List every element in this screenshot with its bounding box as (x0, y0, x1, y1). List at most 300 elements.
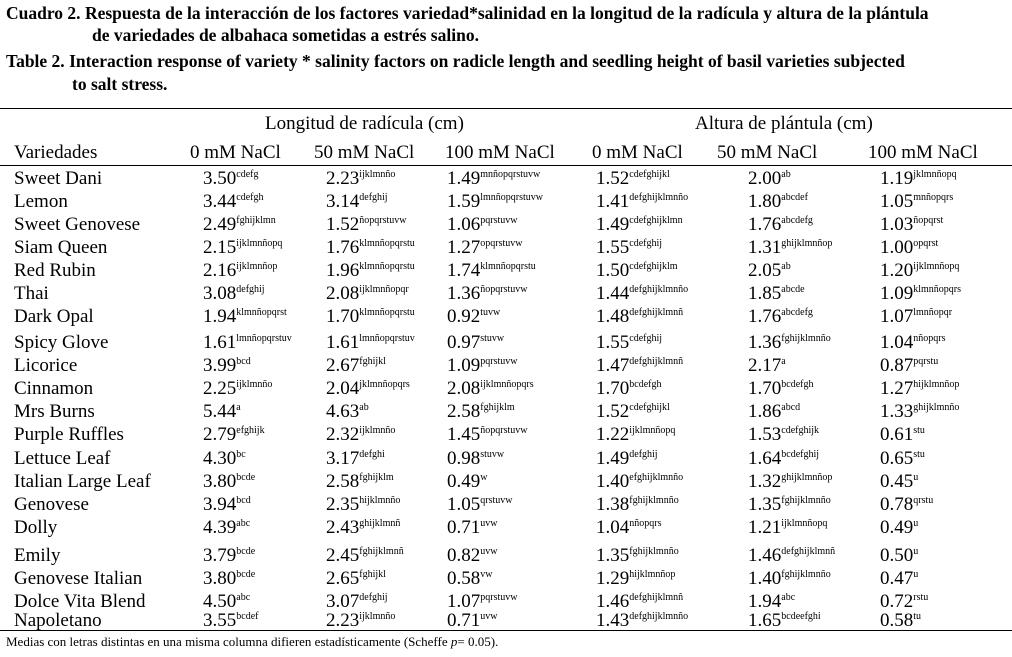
variety-name: Genovese (14, 494, 89, 515)
cell-letters: stu (913, 449, 925, 460)
cell-value: 1.07 (880, 306, 914, 327)
variety-name: Licorice (14, 355, 78, 376)
table-row (0, 236, 1012, 259)
cell-letters: ñopqrstuvw (359, 215, 407, 226)
cell-letters: uvw (480, 546, 498, 557)
cell-letters: bcde (236, 569, 256, 580)
group-header-seedling: Altura de plántula (cm) (695, 113, 873, 134)
cell-value: 1.40 (748, 568, 782, 589)
cell-letters: lmnñopqrstuv (359, 333, 415, 344)
cell-letters: ñopqrst (913, 215, 944, 226)
cell-letters: pqrstu (913, 356, 939, 367)
table-caption-es (6, 2, 929, 24)
cell-value: 0.58 (880, 610, 914, 631)
variety-name: Sweet Genovese (14, 214, 141, 235)
table-cell (748, 400, 800, 423)
cell-letters: a (236, 402, 241, 413)
cell-value: 1.20 (880, 260, 914, 281)
table-cell (203, 447, 246, 470)
cell-value: 2.15 (203, 237, 237, 258)
cell-value: 0.87 (880, 355, 914, 376)
cell-value: 1.06 (447, 214, 481, 235)
cell-value: 3.50 (203, 168, 237, 189)
table-cell (447, 544, 497, 567)
cell-letters: defghijklmnñ (629, 592, 684, 603)
cell-letters: klmnñopqrstu (359, 261, 415, 272)
cell-letters: bcdefgh (781, 379, 814, 390)
table-cell (596, 213, 683, 236)
cell-letters: stuvw (480, 333, 505, 344)
cell-value: 3.08 (203, 283, 237, 304)
table-cell (447, 400, 515, 423)
cell-value: 1.48 (596, 306, 630, 327)
table-cell (880, 236, 938, 259)
cell-value: 1.49 (596, 214, 630, 235)
cell-value: 2.16 (203, 260, 237, 281)
table-cell (596, 305, 683, 328)
cell-letters: efghijk (236, 425, 265, 436)
table-cell (596, 423, 675, 446)
cell-letters: hijklmnñop (629, 569, 676, 580)
cell-letters: fghijkl (359, 569, 386, 580)
cell-letters: opqrstuvw (480, 238, 523, 249)
cell-value: 1.04 (596, 517, 630, 538)
table-cell (880, 282, 961, 305)
cell-value: 1.94 (748, 591, 782, 612)
cell-value: 2.35 (326, 494, 360, 515)
cell-letters: hijklmnño (359, 495, 401, 506)
table-cell (447, 609, 497, 632)
cell-value: 5.44 (203, 401, 237, 422)
cell-letters: fghijklm (480, 402, 515, 413)
table-bottom-rule (0, 630, 1012, 631)
table-row (0, 305, 1012, 328)
cell-letters: lmnñopqrstuvw (480, 192, 544, 203)
cell-letters: fghijklm (359, 472, 394, 483)
cell-letters: klmnñopqrst (236, 307, 287, 318)
cell-value: 1.41 (596, 191, 630, 212)
table-cell (748, 167, 791, 190)
column-header-radicle-50: 50 mM NaCl (314, 142, 415, 163)
cell-value: 1.86 (748, 401, 782, 422)
table-cell (748, 331, 831, 354)
cell-letters: ghijklmnño (913, 402, 960, 413)
cell-letters: fghijklmnñ (359, 546, 404, 557)
variety-name: Dolce Vita Blend (14, 591, 146, 612)
cell-value: 1.45 (447, 424, 481, 445)
cell-letters: bcdeefghi (781, 611, 821, 622)
column-header-variety: Variedades (14, 142, 98, 163)
cell-letters: bcdef (236, 611, 259, 622)
table-cell (748, 493, 831, 516)
table-cell (880, 213, 943, 236)
table-cell (326, 493, 400, 516)
table-row (0, 567, 1012, 590)
cell-value: 1.49 (596, 448, 630, 469)
cell-letters: defghi (359, 449, 385, 460)
table-cell (203, 470, 255, 493)
cell-letters: opqrst (913, 238, 939, 249)
table-cell (596, 544, 679, 567)
table-cell (596, 354, 683, 377)
table-cell (596, 400, 670, 423)
cell-value: 1.80 (748, 191, 782, 212)
table-cell (447, 447, 504, 470)
table-cell (880, 516, 918, 539)
table-cell (326, 213, 406, 236)
cell-value: 0.71 (447, 517, 481, 538)
cell-value: 4.50 (203, 591, 237, 612)
cell-value: 0.97 (447, 332, 481, 353)
table-cell (203, 331, 292, 354)
footnote-value: = 0.05). (457, 634, 499, 649)
cell-value: 1.46 (596, 591, 630, 612)
cell-letters: ijklmnñopqrs (480, 379, 534, 390)
cell-value: 1.43 (596, 610, 630, 631)
table-cell (326, 190, 388, 213)
table-cell (326, 447, 385, 470)
table-cell (596, 259, 678, 282)
cell-letters: ab (781, 261, 791, 272)
table-cell (326, 259, 415, 282)
cell-letters: pqrstuvw (480, 592, 518, 603)
table-cell (203, 167, 258, 190)
table-cell (748, 305, 813, 328)
cell-value: 0.65 (880, 448, 914, 469)
cell-value: 2.23 (326, 610, 360, 631)
cell-letters: abcdef (781, 192, 808, 203)
cell-letters: jklmnñopqrs (359, 379, 410, 390)
table-cell (748, 567, 831, 590)
table-cell (203, 516, 250, 539)
cell-letters: abc (236, 592, 251, 603)
variety-name: Dolly (14, 517, 58, 538)
cell-value: 1.55 (596, 237, 630, 258)
table-cell (596, 190, 688, 213)
table-cell (326, 470, 394, 493)
variety-name: Sweet Dani (14, 168, 103, 189)
cell-letters: defghijklmnñ (629, 307, 684, 318)
cell-letters: stuvw (480, 449, 505, 460)
cell-letters: fghijklmnño (629, 546, 679, 557)
variety-name: Thai (14, 283, 49, 304)
cell-value: 1.05 (880, 191, 914, 212)
cell-value: 2.17 (748, 355, 782, 376)
table-row (0, 259, 1012, 282)
table-cell (596, 377, 661, 400)
cell-letters: u (913, 546, 919, 557)
table-cell (447, 167, 540, 190)
table-cell (326, 400, 369, 423)
table-cell (880, 259, 959, 282)
cell-letters: abc (236, 518, 251, 529)
table-cell (596, 470, 683, 493)
table-cell (203, 213, 276, 236)
cell-value: 3.80 (203, 471, 237, 492)
cell-value: 2.04 (326, 378, 360, 399)
cell-letters: ijklmnño (359, 611, 396, 622)
cell-letters: cdefghijklmn (629, 215, 683, 226)
cell-letters: cdefghij (629, 333, 663, 344)
cell-value: 0.82 (447, 545, 481, 566)
caption-es-line1: Respuesta de la interacción de los factores variedad*salinidad en la longitud de la radícula y altura de la plántula (84, 3, 929, 23)
table-row (0, 493, 1012, 516)
cell-value: 1.38 (596, 494, 630, 515)
cell-letters: bcdefghij (781, 449, 820, 460)
cell-letters: bcdefgh (629, 379, 662, 390)
cell-value: 3.99 (203, 355, 237, 376)
cell-letters: ñopqrstuvw (480, 284, 528, 295)
table-cell (880, 331, 945, 354)
table-cell (447, 259, 536, 282)
cell-value: 1.74 (447, 260, 481, 281)
cell-letters: hijklmnñop (913, 379, 960, 390)
table-cell (880, 167, 957, 190)
table-cell (326, 331, 415, 354)
cell-value: 1.31 (748, 237, 782, 258)
table-cell (748, 190, 808, 213)
table-cell (326, 167, 395, 190)
table-cell (596, 567, 675, 590)
table-cell (447, 236, 522, 259)
table-row (0, 544, 1012, 567)
cell-value: 1.76 (748, 306, 782, 327)
cell-value: 1.59 (447, 191, 481, 212)
cell-value: 1.53 (748, 424, 782, 445)
cell-letters: cdefghijkl (629, 169, 670, 180)
cell-value: 1.52 (326, 214, 360, 235)
table-cell (596, 447, 658, 470)
table-cell (203, 544, 255, 567)
cell-letters: uvw (480, 518, 498, 529)
table-cell (748, 447, 819, 470)
table-cell (596, 331, 662, 354)
cell-value: 2.49 (203, 214, 237, 235)
caption-en-line2: to salt stress. (72, 74, 168, 94)
cell-value: 1.04 (880, 332, 914, 353)
cell-value: 4.30 (203, 448, 237, 469)
table-cell (880, 493, 933, 516)
cell-letters: ijklmnñopq (236, 238, 283, 249)
table-cell (447, 331, 504, 354)
table-cell (880, 470, 918, 493)
cell-value: 1.61 (326, 332, 360, 353)
cell-value: 4.63 (326, 401, 360, 422)
cell-letters: cdefghij (629, 238, 663, 249)
table-row (0, 190, 1012, 213)
cell-letters: fghijklmnño (781, 333, 831, 344)
cell-value: 3.44 (203, 191, 237, 212)
table-cell (447, 377, 534, 400)
table-cell (880, 544, 918, 567)
table-cell (447, 213, 517, 236)
cell-letters: mnñopqrstuvw (480, 169, 541, 180)
cell-letters: defghij (359, 592, 388, 603)
cell-letters: tu (913, 611, 922, 622)
cell-value: 1.33 (880, 401, 914, 422)
cell-letters: bcde (236, 472, 256, 483)
table-cell (326, 423, 395, 446)
table-cell (880, 567, 918, 590)
cell-letters: bcde (236, 546, 256, 557)
table-cell (880, 400, 959, 423)
table-cell (203, 609, 258, 632)
cell-value: 2.32 (326, 424, 360, 445)
table-row (0, 609, 1012, 632)
cell-value: 1.36 (447, 283, 481, 304)
cell-value: 1.22 (596, 424, 630, 445)
table-cell (326, 354, 386, 377)
table-cell (447, 282, 527, 305)
cell-value: 1.19 (880, 168, 914, 189)
header-bottom-rule (0, 165, 1012, 166)
cell-value: 1.70 (748, 378, 782, 399)
table-cell (203, 377, 272, 400)
cell-letters: fghijklmn (236, 215, 276, 226)
cell-letters: lmnñopqr (913, 307, 953, 318)
cell-letters: bc (236, 449, 246, 460)
table-cell (596, 516, 661, 539)
table-cell (326, 567, 386, 590)
cell-letters: fghijkl (359, 356, 386, 367)
cell-value: 0.49 (447, 471, 481, 492)
cell-value: 1.35 (596, 545, 630, 566)
table-row (0, 354, 1012, 377)
group-header-radicle: Longitud de radícula (cm) (265, 113, 464, 134)
variety-name: Emily (14, 545, 61, 566)
cell-value: 2.58 (326, 471, 360, 492)
cell-letters: klmnñopqrstu (480, 261, 536, 272)
table-cell (326, 282, 409, 305)
cell-value: 0.78 (880, 494, 914, 515)
table-row (0, 516, 1012, 539)
column-header-height-100: 100 mM NaCl (868, 142, 978, 163)
cell-value: 1.05 (447, 494, 481, 515)
cell-value: 2.45 (326, 545, 360, 566)
cell-value: 0.92 (447, 306, 481, 327)
cell-letters: defghijklmnño (629, 192, 689, 203)
cell-letters: fghijklmnño (629, 495, 679, 506)
variety-name: Mrs Burns (14, 401, 95, 422)
cell-letters: qrstu (913, 495, 934, 506)
cell-letters: ijklmnñopq (913, 261, 960, 272)
cell-letters: ijklmnño (359, 425, 396, 436)
table-cell (748, 236, 832, 259)
table-cell (748, 470, 832, 493)
cell-value: 1.07 (447, 591, 481, 612)
cell-letters: efghijklmnño (629, 472, 684, 483)
cell-value: 2.05 (748, 260, 782, 281)
cell-letters: ijklmnñopqr (359, 284, 409, 295)
cell-value: 1.27 (880, 378, 914, 399)
table-cell (203, 423, 265, 446)
cell-value: 1.47 (596, 355, 630, 376)
cell-letters: qrstuvw (480, 495, 513, 506)
table-cell (596, 236, 662, 259)
cell-letters: klmnñopqrstu (359, 238, 415, 249)
cell-letters: bcd (236, 356, 251, 367)
variety-name: Italian Large Leaf (14, 471, 151, 492)
cell-value: 1.76 (326, 237, 360, 258)
cell-letters: nñopqrs (913, 333, 946, 344)
cell-letters: ghijklmnñop (781, 238, 833, 249)
cell-value: 1.00 (880, 237, 914, 258)
cell-letters: cdefg (236, 169, 259, 180)
table-cell (748, 609, 821, 632)
footnote-p: p (450, 634, 458, 649)
cell-value: 0.61 (880, 424, 914, 445)
table-cell (748, 544, 835, 567)
cell-value: 1.36 (748, 332, 782, 353)
table-cell (596, 282, 688, 305)
cell-value: 1.50 (596, 260, 630, 281)
table-cell (748, 423, 819, 446)
table-cell (447, 516, 497, 539)
table-cell (447, 190, 543, 213)
cell-letters: lmnñopqrstuv (236, 333, 292, 344)
table-cell (203, 354, 251, 377)
table-cell (203, 259, 277, 282)
table-cell (447, 493, 512, 516)
cell-letters: stu (913, 425, 925, 436)
cell-letters: ab (781, 169, 791, 180)
variety-name: Spicy Glove (14, 332, 109, 353)
table-row (0, 213, 1012, 236)
cell-value: 1.27 (447, 237, 481, 258)
cell-value: 2.58 (447, 401, 481, 422)
cell-letters: fghijklmnño (781, 569, 831, 580)
variety-name: Dark Opal (14, 306, 94, 327)
table-cell (880, 377, 959, 400)
cell-value: 0.47 (880, 568, 914, 589)
cell-value: 3.07 (326, 591, 360, 612)
table-cell (748, 354, 786, 377)
caption-es-line2: de variedades de albahaca sometidas a estrés salino. (92, 25, 479, 45)
table-cell (326, 544, 404, 567)
cell-letters: u (913, 472, 919, 483)
cell-value: 1.94 (203, 306, 237, 327)
cell-value: 1.64 (748, 448, 782, 469)
variety-name: Cinnamon (14, 378, 94, 399)
table-cell (447, 567, 492, 590)
table-cell (596, 609, 688, 632)
cell-letters: klmnñopqrstu (359, 307, 415, 318)
table-cell (880, 190, 953, 213)
table-caption-en (6, 50, 905, 72)
cell-value: 2.25 (203, 378, 237, 399)
cell-value: 1.09 (880, 283, 914, 304)
cell-letters: nñopqrs (629, 518, 662, 529)
cell-value: 0.58 (447, 568, 481, 589)
variety-name: Siam Queen (14, 237, 108, 258)
cell-value: 1.46 (748, 545, 782, 566)
cell-value: 1.52 (596, 168, 630, 189)
table-cell (596, 167, 670, 190)
cell-letters: vw (480, 569, 493, 580)
cell-letters: uvw (480, 611, 498, 622)
column-header-radicle-0: 0 mM NaCl (190, 142, 281, 163)
cell-value: 2.65 (326, 568, 360, 589)
table-cell (203, 190, 263, 213)
cell-letters: defghijklmnño (629, 611, 689, 622)
cell-letters: ghijklmnñ (359, 518, 401, 529)
cell-value: 0.50 (880, 545, 914, 566)
cell-value: 1.65 (748, 610, 782, 631)
cell-value: 1.40 (596, 471, 630, 492)
table-cell (880, 354, 938, 377)
table-cell (326, 377, 410, 400)
table-cell (326, 609, 395, 632)
